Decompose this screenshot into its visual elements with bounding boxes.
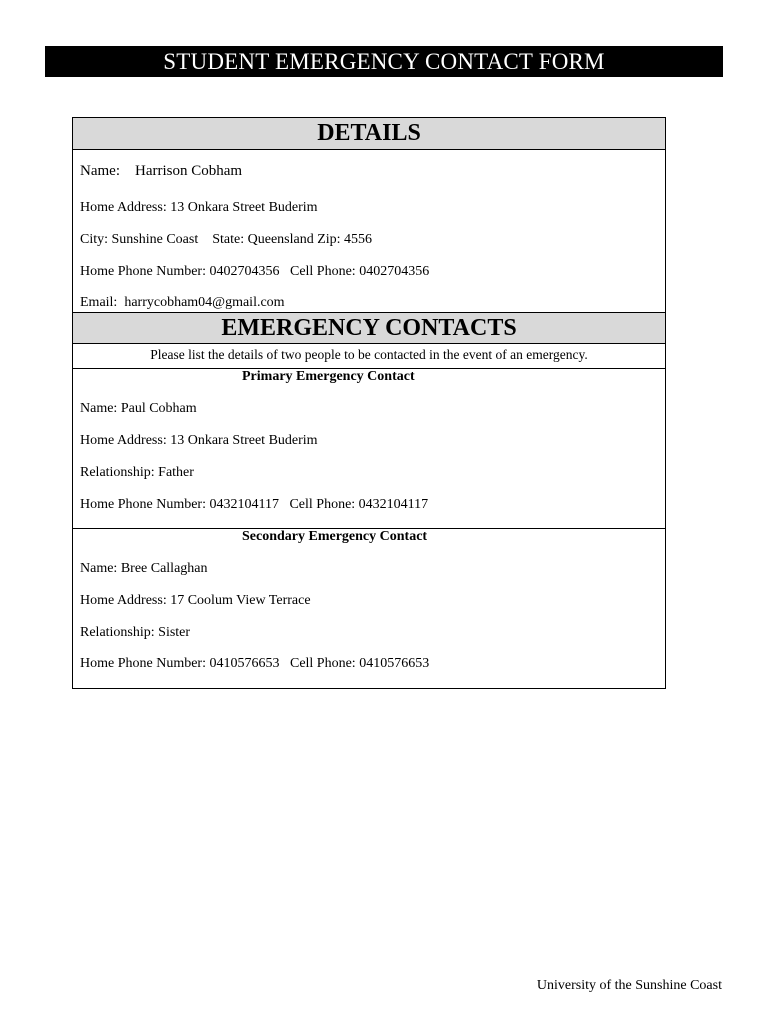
secondary-contact-name: Name: Bree Callaghan <box>80 561 208 576</box>
form-title: STUDENT EMERGENCY CONTACT FORM <box>45 46 723 77</box>
primary-contact-address: Home Address: 13 Onkara Street Buderim <box>80 433 318 448</box>
student-name-row <box>80 163 242 180</box>
student-address: Home Address: 13 Onkara Street Buderim <box>80 200 318 215</box>
secondary-contact-phones: Home Phone Number: 0410576653 Cell Phone: 0410576653 <box>80 656 430 671</box>
student-phones: Home Phone Number: 0402704356 Cell Phone: 0402704356 <box>80 264 430 279</box>
details-heading: DETAILS <box>73 118 665 150</box>
primary-contact-phones: Home Phone Number: 0432104117 Cell Phone: 0432104117 <box>80 497 429 512</box>
secondary-contact-relationship: Relationship: Sister <box>80 625 191 640</box>
secondary-contact-address: Home Address: 17 Coolum View Terrace <box>80 593 311 608</box>
student-email: Email: harrycobham04@gmail.com <box>80 295 285 310</box>
footer-institution: University of the Sunshine Coast <box>536 978 722 993</box>
student-name-label: Name: <box>80 163 120 179</box>
emergency-instruction: Please list the details of two people to be contacted in the event of an emergency. <box>150 347 588 362</box>
primary-contact-name: Name: Paul Cobham <box>80 401 197 416</box>
primary-contact-relationship: Relationship: Father <box>80 465 194 480</box>
secondary-contact-heading: Secondary Emergency Contact <box>242 529 428 544</box>
emergency-contacts-heading: EMERGENCY CONTACTS <box>73 312 665 344</box>
student-city-state-zip: City: Sunshine Coast State: Queensland Zip: 4556 <box>80 232 373 247</box>
student-name-value: Harrison Cobham <box>134 163 243 179</box>
emergency-contact-form <box>72 117 666 689</box>
primary-contact-heading: Primary Emergency Contact <box>242 369 415 384</box>
